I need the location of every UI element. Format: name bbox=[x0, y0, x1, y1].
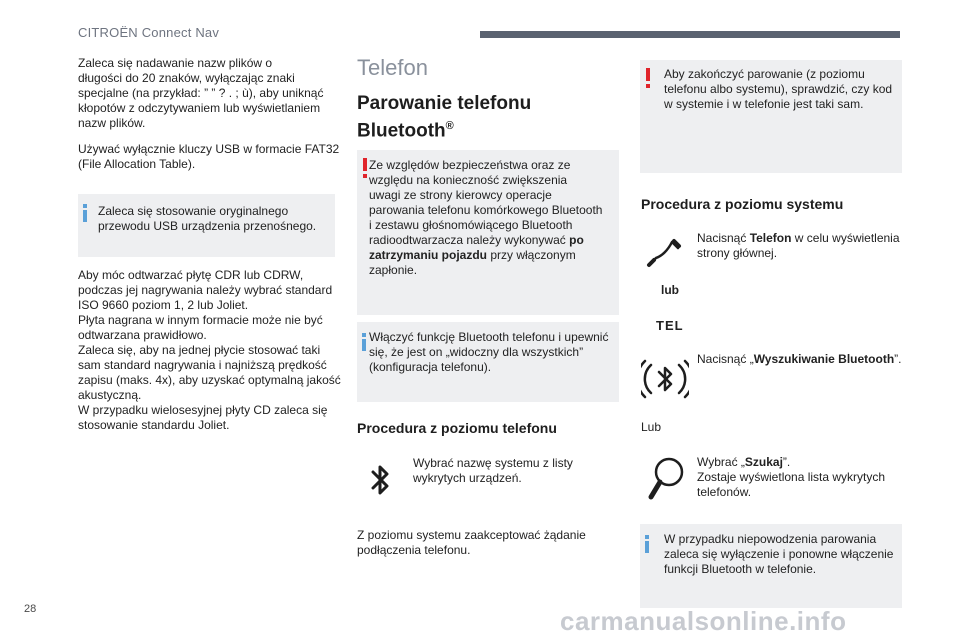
system-step-bluetooth-search: Nacisnąć „Wyszukiwanie Bluetooth”. bbox=[697, 352, 902, 366]
cd-paragraph: Aby móc odtwarzać płytę CDR lub CDRW, podczas jej nagrywania należy wybrać standard ISO 9660 poziom 1, 2 lub Joliet. Płyta nagrana w innym formacie może nie być odtwarzana prawidłowo. Zaleca się, aby na jednej płycie stosować taki sam standard nagrywania i najniższą prędkość zapisu (maks. 4x), aby uzyskać optymalną jakość akustyczną. W przypadku wielosesyjnej płyty CD zaleca się stosowanie standardu Joliet. bbox=[78, 268, 341, 432]
section-title: Telefon bbox=[357, 55, 428, 80]
bluetooth-icon bbox=[370, 462, 392, 498]
phone-handset-icon bbox=[646, 238, 682, 268]
subheading-system-procedure: Procedura z poziomu systemu bbox=[641, 196, 844, 212]
warning-icon bbox=[363, 158, 367, 178]
info-icon bbox=[83, 204, 87, 222]
subheading-phone-procedure: Procedura z poziomu telefonu bbox=[357, 420, 557, 436]
magnifier-icon bbox=[647, 455, 687, 503]
bluetooth-search-icon bbox=[641, 355, 689, 403]
or-label-left: Lub bbox=[641, 420, 662, 434]
warning-box-safety: Ze względów bezpieczeństwa oraz ze względu na konieczność zwiększenia uwagi ze strony kierowcy operacje parowania telefonu komórkowego Bluetooth i zestawu głośnomówiącego Bluetooth radioodtwarzacza należy wykonywać po zatrzymaniu pojazdu przy włączonym zapłonie. bbox=[357, 150, 619, 315]
info-icon bbox=[645, 535, 649, 553]
usb-format-paragraph: Używać wyłącznie kluczy USB w formacie FAT32 (File Allocation Table). bbox=[78, 142, 340, 171]
info-box-usb-cable: Zaleca się stosowanie oryginalnego przewodu USB urządzenia przenośnego. bbox=[78, 194, 335, 257]
page-number: 28 bbox=[24, 603, 37, 615]
phone-step-accept: Z poziomu systemu zaakceptować żądanie podłączenia telefonu. bbox=[357, 528, 586, 557]
tel-button-label: TEL bbox=[656, 318, 684, 333]
info-box-pairing-failure: W przypadku niepowodzenia parowania zaleca się wyłączenie i ponowne włączenie funkcji Bluetooth w telefonie. bbox=[640, 524, 902, 608]
watermark: carmanualsonline.info bbox=[560, 606, 847, 636]
info-box-bluetooth-visibility: Włączyć funkcję Bluetooth telefonu i upewnić się, że jest on „widoczny dla wszystkich” (konfiguracja telefonu). bbox=[357, 322, 619, 402]
filename-paragraph: Zaleca się nadawanie nazw plików o długości do 20 znaków, wyłączając znaki specjalne (na przykład: ” ” ? . ; ù), aby uniknąć kłopotów z odczytywaniem lub wyświetlaniem nazw plików. bbox=[78, 56, 324, 130]
or-label: lub bbox=[661, 283, 679, 297]
info-icon bbox=[362, 333, 366, 351]
warning-icon bbox=[646, 68, 650, 88]
system-step-search: Wybrać „Szukaj”. Zostaje wyświetlona lista wykrytych telefonów. bbox=[697, 455, 886, 499]
system-step-phone: Nacisnąć Telefon w celu wyświetlenia strony głównej. bbox=[697, 231, 900, 260]
warning-box-code: Aby zakończyć parowanie (z poziomu telefonu albo systemu), sprawdzić, czy kod w systemie i w telefonie jest taki sam. bbox=[640, 60, 902, 173]
header-bar bbox=[480, 31, 900, 38]
page-heading: Parowanie telefonu Bluetooth® bbox=[357, 93, 532, 142]
phone-step-select: Wybrać nazwę systemu z listy wykrytych urządzeń. bbox=[413, 456, 573, 485]
manual-title: CITROËN Connect Nav bbox=[78, 25, 220, 40]
